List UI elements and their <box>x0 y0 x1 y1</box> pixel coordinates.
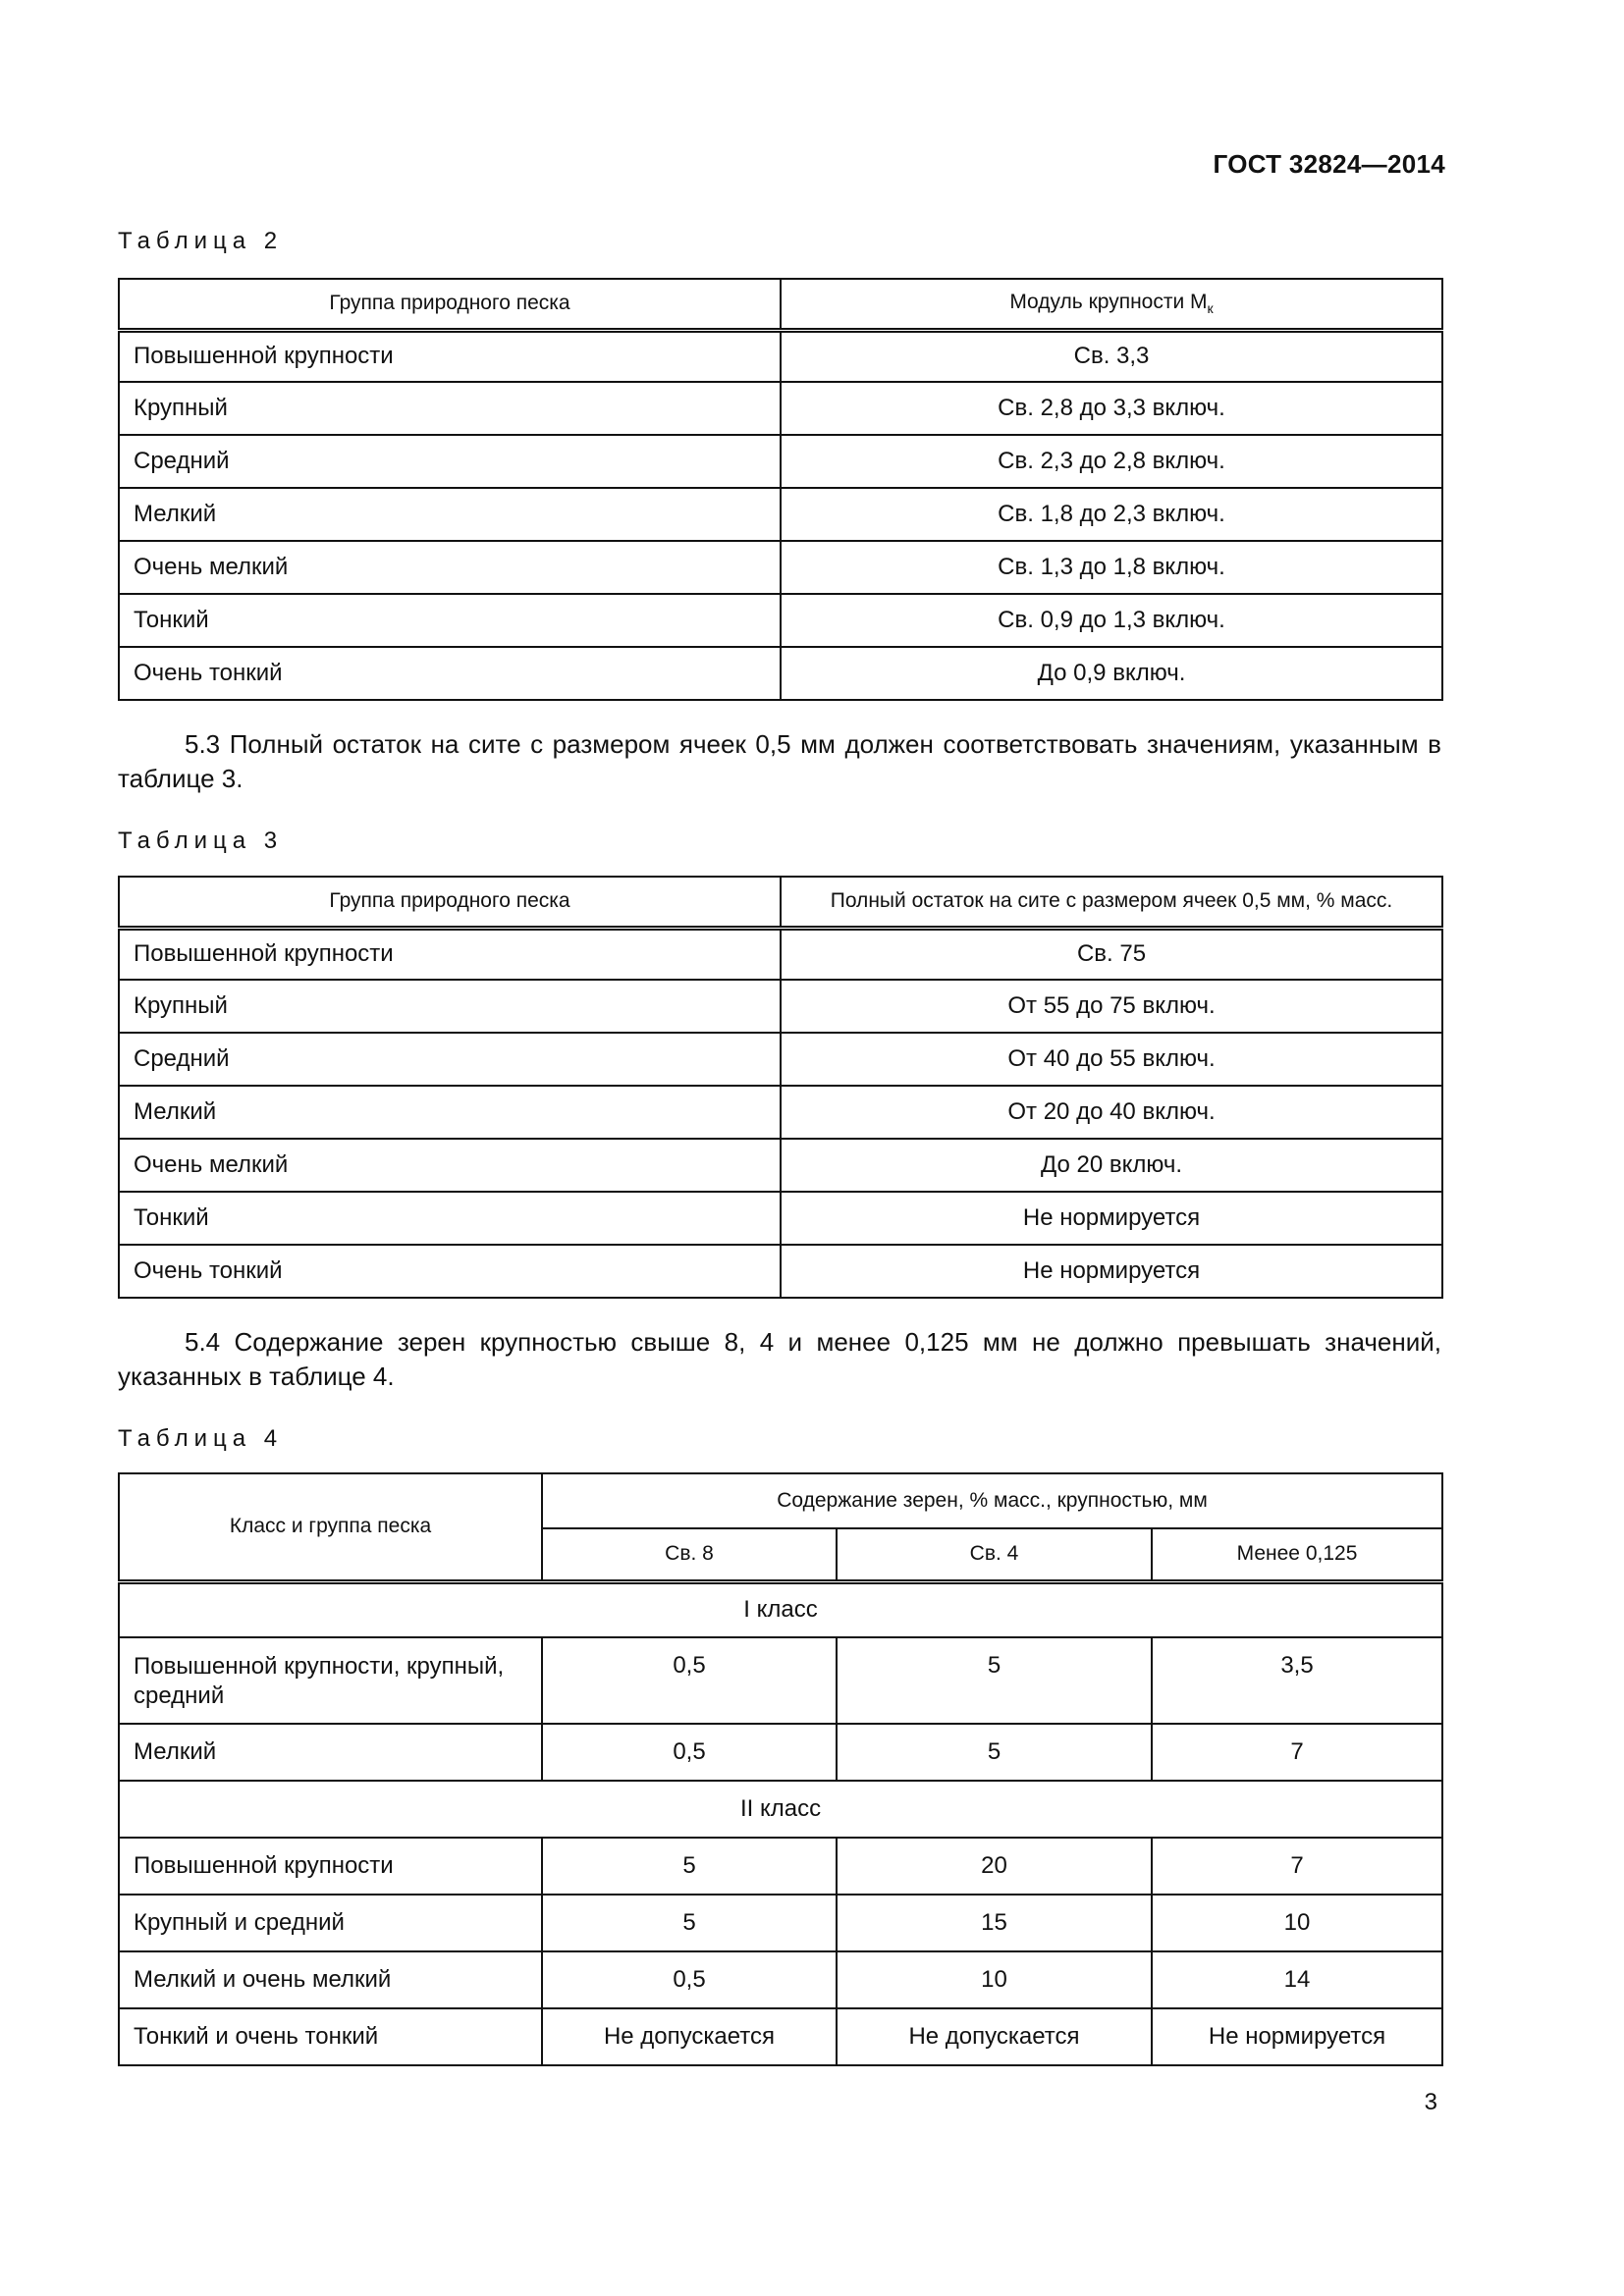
page-number: 3 <box>1424 2089 1437 2115</box>
table-cell: Крупный <box>119 980 781 1033</box>
table-class-row <box>119 1781 1442 1838</box>
table-cell: 7 <box>1152 1838 1442 1895</box>
table-cell: Очень тонкий <box>119 647 781 700</box>
table-row <box>119 594 1442 647</box>
table-cell: 5 <box>837 1637 1152 1724</box>
table-row <box>119 2008 1442 2065</box>
table-cell: От 40 до 55 включ. <box>781 1033 1442 1086</box>
paragraph-5-4: 5.4 Содержание зерен крупностью свыше 8, 4 и менее 0,125 мм не должно превышать значений, указанных в таблице 4. <box>118 1327 1441 1391</box>
table-3 <box>118 876 1443 1299</box>
table-cell: 14 <box>1152 1951 1442 2008</box>
table-cell: Не нормируется <box>1152 2008 1442 2065</box>
table-cell: Повышенной крупности, крупный, средний <box>119 1637 542 1724</box>
class-label: I класс <box>119 1581 1442 1637</box>
document-id: ГОСТ 32824—2014 <box>1213 149 1445 179</box>
table-cell: Крупный <box>119 382 781 435</box>
table-row <box>119 1637 1442 1724</box>
table-cell: 10 <box>1152 1895 1442 1951</box>
table-row <box>119 1895 1442 1951</box>
table-cell: 10 <box>837 1951 1152 2008</box>
table-cell: Св. 1,3 до 1,8 включ. <box>781 541 1442 594</box>
table-cell: Мелкий <box>119 488 781 541</box>
column-header: Полный остаток на сите с размером ячеек 0,5 мм, % масс. <box>781 877 1442 928</box>
table-cell: От 20 до 40 включ. <box>781 1086 1442 1139</box>
table-row <box>119 382 1442 435</box>
table-cell: 5 <box>837 1724 1152 1781</box>
column-header: Группа природного песка <box>119 877 781 928</box>
table-row <box>119 435 1442 488</box>
table-row <box>119 1951 1442 2008</box>
table-cell: Средний <box>119 1033 781 1086</box>
table-row <box>119 1139 1442 1192</box>
table-4 <box>118 1472 1443 2066</box>
table-cell: Св. 1,8 до 2,3 включ. <box>781 488 1442 541</box>
table-cell: Мелкий <box>119 1724 542 1781</box>
table-row <box>119 330 1442 382</box>
table-row <box>119 980 1442 1033</box>
table-cell: Повышенной крупности <box>119 1838 542 1895</box>
table-3-caption: Таблица 3 <box>118 828 284 854</box>
table-2-caption: Таблица 2 <box>118 228 284 254</box>
table-cell: 7 <box>1152 1724 1442 1781</box>
column-header: Модуль крупности $M_к$ <box>781 279 1442 330</box>
table-cell: Св. 3,3 <box>781 330 1442 382</box>
table-row <box>119 1086 1442 1139</box>
table-cell: Мелкий и очень мелкий <box>119 1951 542 2008</box>
table-cell: До 20 включ. <box>781 1139 1442 1192</box>
column-header: Группа природного песка <box>119 279 781 330</box>
table-header-row <box>119 1473 1442 1528</box>
table-cell: Св. 0,9 до 1,3 включ. <box>781 594 1442 647</box>
table-cell: 3,5 <box>1152 1637 1442 1724</box>
column-header: Менее 0,125 <box>1152 1528 1442 1581</box>
table-cell: Не нормируется <box>781 1192 1442 1245</box>
table-header-row <box>119 279 1442 330</box>
table-row <box>119 488 1442 541</box>
table-cell: 15 <box>837 1895 1152 1951</box>
table-cell: Очень мелкий <box>119 541 781 594</box>
column-group-header: Содержание зерен, % масс., крупностью, мм <box>542 1473 1442 1528</box>
table-cell: Не нормируется <box>781 1245 1442 1298</box>
table-cell: 5 <box>542 1838 837 1895</box>
table-cell: 0,5 <box>542 1637 837 1724</box>
table-cell: Тонкий и очень тонкий <box>119 2008 542 2065</box>
table-cell: Тонкий <box>119 1192 781 1245</box>
table-cell: До 0,9 включ. <box>781 647 1442 700</box>
table-cell: 0,5 <box>542 1724 837 1781</box>
table-cell: 0,5 <box>542 1951 837 2008</box>
table-cell: Св. 2,3 до 2,8 включ. <box>781 435 1442 488</box>
class-label: II класс <box>119 1781 1442 1838</box>
table-row <box>119 1033 1442 1086</box>
column-header: Св. 4 <box>837 1528 1152 1581</box>
table-cell: Св. 75 <box>781 928 1442 980</box>
table-cell: Средний <box>119 435 781 488</box>
table-cell: От 55 до 75 включ. <box>781 980 1442 1033</box>
table-cell: Мелкий <box>119 1086 781 1139</box>
table-cell: 20 <box>837 1838 1152 1895</box>
table-row <box>119 1192 1442 1245</box>
table-cell: Повышенной крупности <box>119 330 781 382</box>
table-cell: Св. 2,8 до 3,3 включ. <box>781 382 1442 435</box>
table-cell: Тонкий <box>119 594 781 647</box>
paragraph-5-3: 5.3 Полный остаток на сите с размером ячеек 0,5 мм должен соответствовать значениям, указанным в таблице 3. <box>118 729 1441 793</box>
table-cell: Не допускается <box>542 2008 837 2065</box>
column-header: Класс и группа песка <box>119 1473 542 1581</box>
table-row <box>119 1838 1442 1895</box>
table-cell: Повышенной крупности <box>119 928 781 980</box>
table-cell: Очень мелкий <box>119 1139 781 1192</box>
table-header-row <box>119 877 1442 928</box>
table-cell: 5 <box>542 1895 837 1951</box>
table-cell: Крупный и средний <box>119 1895 542 1951</box>
table-row <box>119 541 1442 594</box>
table-class-row <box>119 1581 1442 1637</box>
table-4-caption: Таблица 4 <box>118 1425 284 1452</box>
table-row <box>119 647 1442 700</box>
table-row <box>119 1724 1442 1781</box>
column-header: Св. 8 <box>542 1528 837 1581</box>
table-cell: Очень тонкий <box>119 1245 781 1298</box>
table-row <box>119 1245 1442 1298</box>
table-2 <box>118 278 1443 701</box>
table-row <box>119 928 1442 980</box>
table-cell: Не допускается <box>837 2008 1152 2065</box>
